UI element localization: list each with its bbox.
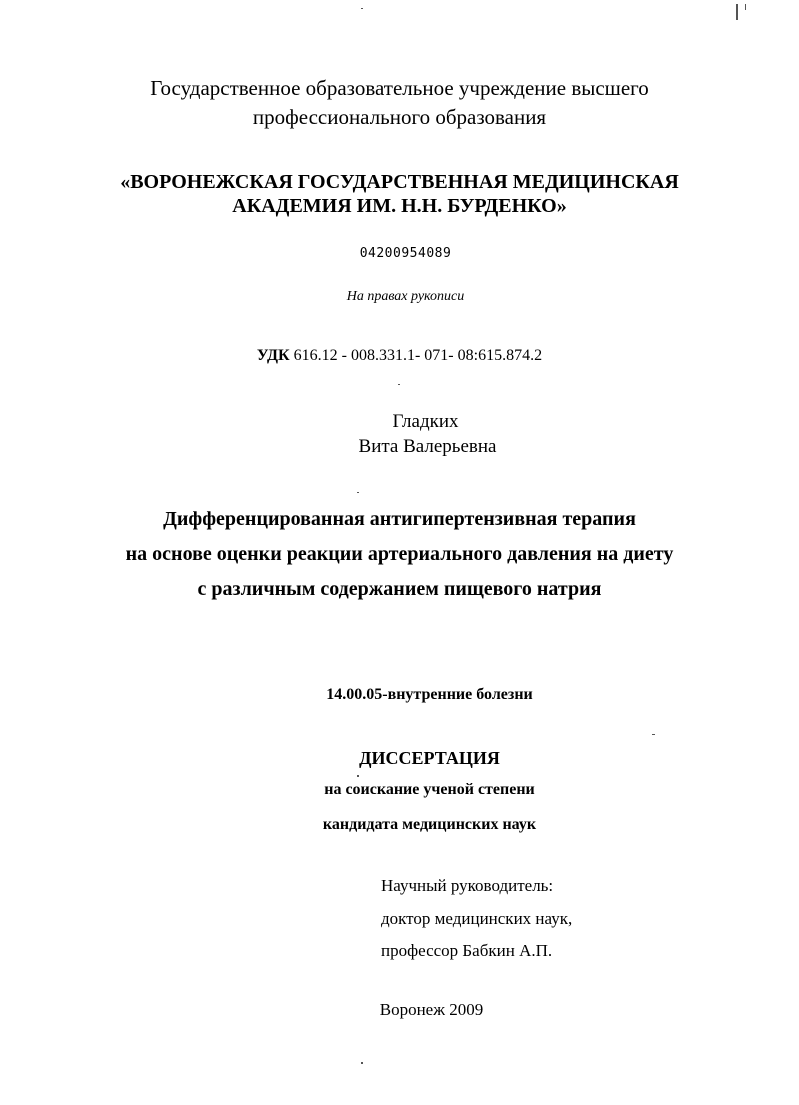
udk-code: 616.12 - 008.331.1- 071- 08:615.874.2 bbox=[289, 347, 543, 364]
rights-note: На правах рукописи bbox=[346, 289, 465, 304]
work-type: ДИССЕРТАЦИЯ bbox=[359, 748, 500, 768]
scan-artifact bbox=[361, 8, 363, 9]
scan-artifact bbox=[736, 4, 738, 20]
institution-line-2: профессионального образования bbox=[252, 105, 547, 129]
institution-line-1: Государственное образовательное учреждение высшего bbox=[150, 76, 649, 100]
city-year: Воронеж 2009 bbox=[379, 1000, 484, 1019]
supervisor-label: Научный руководитель: bbox=[381, 876, 554, 895]
supervisor-degree: доктор медицинских наук, bbox=[381, 909, 573, 928]
academy-name-line-2: АКАДЕМИЯ ИМ. Н.Н. БУРДЕНКО» bbox=[232, 195, 567, 217]
specialty: 14.00.05-внутренние болезни bbox=[326, 686, 533, 703]
scan-artifact bbox=[745, 4, 746, 10]
scan-artifact bbox=[357, 492, 359, 493]
scan-artifact bbox=[652, 734, 655, 735]
udk-classification bbox=[0, 347, 799, 365]
academy-name-line-1: «ВОРОНЕЖСКАЯ ГОСУДАРСТВЕННАЯ МЕДИЦИНСКАЯ bbox=[120, 171, 679, 193]
scan-artifact bbox=[357, 775, 359, 777]
thesis-title-line-1: Дифференцированная антигипертензивная терапия bbox=[163, 508, 636, 530]
scan-artifact bbox=[361, 1062, 363, 1064]
author-name: Вита Валерьевна bbox=[358, 436, 497, 457]
degree-line-2: кандидата медицинских наук bbox=[322, 816, 537, 833]
thesis-title-line-2: на основе оценки реакции артериального давления на диету bbox=[125, 543, 674, 565]
udk-label: УДК bbox=[256, 347, 290, 364]
degree-line-1: на соискание ученой степени bbox=[324, 781, 535, 798]
registration-number: 04200954089 bbox=[359, 246, 452, 261]
scan-artifact bbox=[398, 384, 400, 385]
thesis-title-line-3: с различным содержанием пищевого натрия bbox=[197, 578, 602, 600]
supervisor-name: профессор Бабкин А.П. bbox=[381, 941, 553, 960]
author-surname: Гладких bbox=[392, 411, 459, 432]
